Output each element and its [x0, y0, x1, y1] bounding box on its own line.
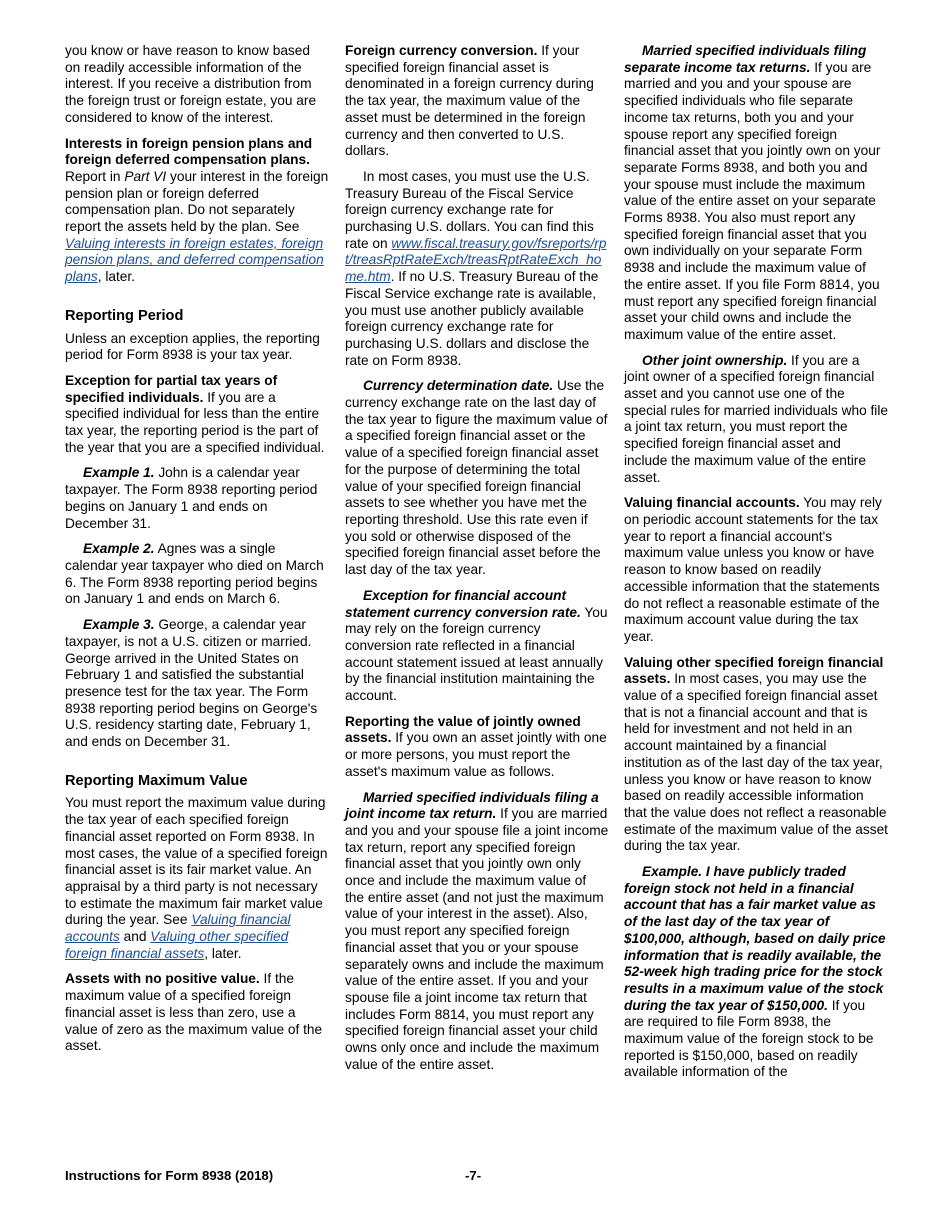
paragraph-reporting-period: Unless an exception applies, the reporting period for Form 8938 is your tax year.: [65, 330, 320, 363]
paragraph-pension-plans: [65, 136, 329, 286]
rmv-text-1: You must report the maximum value during the tax year of each specified foreign financial asset reported on Form 8938. In most cases, the value of a specified foreign financial asset is its fair market value. An appraisal by a third party is not necessary to estimate the maximum fair market value during the year. See: [65, 795, 328, 928]
paragraph-statement-exception: [345, 588, 609, 705]
link-valuing-financial-accounts[interactable]: Valuing financial accounts: [65, 912, 291, 945]
paragraph-valuing-financial-accounts: [624, 495, 888, 645]
column-2: [345, 43, 609, 1082]
pension-text-2: your interest in the foreign pension plan or foreign deferred compensation plan. Do not separately report the assets held by the plan. See: [65, 168, 329, 235]
partial-heading: Exception for partial tax years of specified individuals.: [65, 372, 278, 405]
no-positive-text: If the maximum value of a specified foreign financial asset is less than zero, use a value of zero as the maximum value of the asset.: [65, 971, 323, 1054]
link-valuing-interests[interactable]: Valuing interests in foreign estates, foreign pension plans, and deferred compensation plans: [65, 235, 324, 285]
stock-example-text: If you are required to file Form 8938, the maximum value of the foreign stock to be reported is $150,000, based on readily available information of the: [624, 997, 874, 1080]
joint-heading: Reporting the value of jointly owned assets.: [345, 713, 581, 746]
cdd-heading: Currency determination date.: [363, 378, 554, 394]
paragraph-married-joint: [345, 790, 609, 1074]
example-2-text: Agnes was a single calendar year taxpayer who died on March 6. The Form 8938 reporting period begins on January 1 and ends on March 6.: [65, 541, 324, 607]
other-joint-text: If you are a joint owner of a specified foreign financial asset and you cannot use one of the special rules for married individuals who file a joint tax return, you must report the specified foreign financial asset and include the maximum value of the entire asset.: [624, 352, 888, 485]
link-valuing-other-assets[interactable]: Valuing other specified foreign financial assets: [65, 929, 289, 961]
mfs-text: If you are married and you and your spouse are specified individuals who file separate income tax returns, both you and your spouse report any specified foreign financial asset that you jointly own on your separate Forms 8938, and both you and your spouse must include the maximum value of the entire asset on your separate Forms 8938. You also must report any specified foreign financial asset that you own individually on your separate Form 8938 and include the maximum value of the entire asset. If you file Form 8814, you must report any specified foreign financial asset your child owns and include the maximum value of the entire asset.: [624, 59, 881, 342]
vos-text: In most cases, you may use the value of a specified foreign financial asset that is not a financial account and that is held for investment and not held in an account maintained by a financial institution as of the last day of the tax year, unless you know or have reason to know based on readily accessible information that the value does not reflect a reasonable estimate of the maximum value of the asset during the tax year.: [624, 671, 888, 854]
joint-text: If you own an asset jointly with one or more persons, you must report the asset's maximum value as follows.: [345, 730, 607, 779]
partial-text: If you are a specified individual for less than the entire tax year, the reporting period is the part of the year that you are a specified individual.: [65, 389, 325, 455]
footer-page-number: -7-: [465, 1168, 482, 1183]
vos-heading: Valuing other specified foreign financial assets.: [624, 654, 884, 687]
paragraph-example-2: [65, 541, 329, 608]
paragraph-married-separate: [624, 43, 888, 344]
pension-heading: Interests in foreign pension plans and foreign deferred compensation plans.: [65, 135, 313, 168]
pension-text-3: , later.: [97, 269, 136, 285]
vfa-text: You may rely on periodic account statements for the tax year to report a financial account's maximum value unless you know or have reason to know based on readily accessible information that the statements do not reflect a reasonable estimate of the maximum account value during the tax year.: [624, 495, 882, 644]
heading-reporting-maximum-value: Reporting Maximum Value: [65, 772, 248, 789]
fcc-text: If your specified foreign financial asset is denominated in a foreign currency during the tax year, the maximum value of the asset must be determined in the foreign currency and then converted to U.S. dollars.: [345, 43, 594, 159]
mfs-heading: Married specified individuals filing separate income tax returns.: [624, 43, 867, 75]
paragraph-currency-determination: [345, 378, 609, 578]
paragraph-stock-example: [624, 864, 888, 1081]
paragraph-example-1: [65, 465, 329, 532]
column-1: [65, 43, 329, 1064]
paragraph-example-3: [65, 617, 329, 751]
mfj-text: If you are married and you and your spouse file a joint income tax return, report any specified foreign financial asset that you jointly own only once and include the maximum value of the entire asset (and not just the maximum value of your interest in the asset). Also, you must report any specified foreign financial asset that you or your spouse separately owns and include the maximum value of the entire asset. If you and your spouse file a joint income tax return that includes Form 8814, you must report any specified foreign financial asset your child owns only once and include the maximum value of the entire asset.: [345, 806, 609, 1072]
pension-text-1: Report in: [65, 168, 125, 184]
example-2-heading: Example 2.: [83, 541, 155, 557]
exception-text: You may rely on the foreign currency conversion rate reflected in a financial account statement issued at least annually by the financial institution maintaining the account.: [345, 604, 608, 704]
paragraph-valuing-other-assets: [624, 655, 888, 855]
example-1-heading: Example 1.: [83, 465, 155, 481]
paragraph-treasury-rate: [345, 169, 609, 369]
paragraph-other-joint: [624, 353, 888, 487]
exception-heading: Exception for financial account statement currency conversion rate.: [345, 587, 581, 620]
paragraph-no-positive-value: [65, 971, 329, 1055]
treasury-text-1: In most cases, you must use the U.S. Treasury Bureau of the Fiscal Service foreign currency exchange rate for purchasing U.S. dollars. You can find this rate on: [345, 168, 594, 251]
stock-example-heading: Example. I have publicly traded foreign stock not held in a financial account that has a fair market value as of the last day of the tax year of $100,000, although, based on daily price information that is readily available, the 52-week high trading price for the stock results in a maximum value of the stock during the tax year of $150,000.: [624, 864, 886, 1013]
paragraph-reporting-maximum-value: [65, 795, 329, 962]
example-1-text: John is a calendar year taxpayer. The Form 8938 reporting period begins on January 1 and ends on December 31.: [65, 465, 318, 531]
example-3-text: George, a calendar year taxpayer, is not a U.S. citizen or married. George arrived in the United States on February 1 and satisfied the substantial presence test for the tax year. The Form 8938 reporting period begins on George's U.S. residency starting date, February 1, and ends on December 31.: [65, 617, 318, 750]
paragraph-foreign-currency: [345, 43, 609, 160]
paragraph-interest-knowledge: you know or have reason to know based on readily accessible information of the interest. If you receive a distribution from the foreign trust or foreign estate, you are considered to know of the interest.: [65, 43, 317, 125]
no-positive-heading: Assets with no positive value.: [65, 971, 260, 987]
paragraph-jointly-owned: [345, 714, 609, 781]
column-3: [624, 43, 888, 1090]
link-treasury-rates[interactable]: www.fiscal.treasury.gov/fsreports/rpt/treasRptRateExch/treasRptRateExch_home.htm: [345, 235, 607, 285]
heading-reporting-period: Reporting Period: [65, 307, 184, 324]
example-3-heading: Example 3.: [83, 617, 155, 633]
treasury-text-2: . If no U.S. Treasury Bureau of the Fiscal Service exchange rate is available, you must use another publicly available foreign currency exchange rate for purchasing U.S. dollars and disclose the rate on Form 8938.: [345, 269, 599, 368]
pension-part-ref: Part VI: [124, 168, 167, 184]
rmv-text-3: , later.: [204, 945, 242, 961]
fcc-heading: Foreign currency conversion.: [345, 43, 538, 58]
mfj-heading: Married specified individuals filing a joint income tax return.: [345, 789, 599, 822]
other-joint-heading: Other joint ownership.: [642, 352, 788, 368]
paragraph-partial-tax-years: [65, 373, 329, 457]
vfa-heading: Valuing financial accounts.: [624, 495, 800, 511]
rmv-text-2: and: [119, 929, 151, 945]
cdd-text: Use the currency exchange rate on the last day of the tax year to figure the maximum value of a specified foreign financial asset or the value of a specified foreign financial asset for the purpose of determining the total value of your specified foreign financial assets to see whether you have met the reporting threshold. Use this rate even if you sold or otherwise disposed of the specified foreign financial asset before the last day of the tax year.: [345, 378, 608, 578]
footer-form-title: Instructions for Form 8938 (2018): [65, 1168, 274, 1183]
